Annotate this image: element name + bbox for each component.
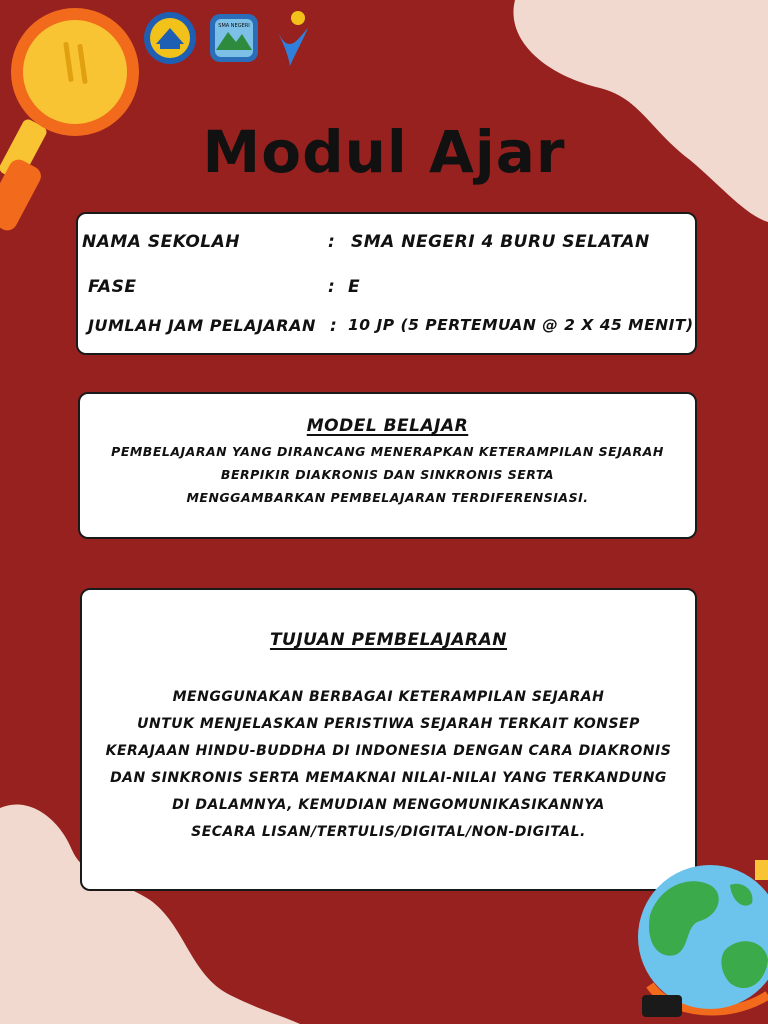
model-line: BERPIKIR DIAKRONIS DAN SINKRONIS SERTA <box>220 467 555 482</box>
tujuan-line: SECARA LISAN/TERTULIS/DIGITAL/NON-DIGITAL. <box>191 824 586 840</box>
info-sep: : <box>328 277 336 297</box>
info-box <box>76 212 697 355</box>
model-line: MENGGAMBARKAN PEMBELAJARAN TERDIFERENSIASI. <box>186 490 589 505</box>
info-value-jam: 10 JP (5 PERTEMUAN @ 2 X 45 MENIT) <box>348 316 694 334</box>
tujuan-line: UNTUK MENJELASKAN PERISTIWA SEJARAH TERKAIT KONSEP <box>137 716 640 732</box>
info-row-school <box>82 232 240 252</box>
globe-icon <box>630 855 768 1024</box>
info-label-fase: FASE <box>88 277 137 297</box>
school-logo-icon <box>206 10 262 66</box>
info-value-school: SMA NEGERI 4 BURU SELATAN <box>351 232 650 252</box>
page-title: Modul Ajar <box>202 118 566 186</box>
info-label: NAMA SEKOLAH <box>82 232 240 252</box>
tujuan-line: DI DALAMNYA, KEMUDIAN MENGOMUNIKASIKANNYA <box>172 797 605 813</box>
model-line: PEMBELAJARAN YANG DIRANCANG MENERAPKAN KETERAMPILAN SEJARAH <box>111 444 664 459</box>
model-belajar-heading: MODEL BELAJAR <box>306 416 469 436</box>
info-sep: : <box>330 316 338 336</box>
merdeka-logo-icon <box>270 8 314 68</box>
tujuan-line: DAN SINKRONIS SERTA MEMAKNAI NILAI-NILAI YANG TERKANDUNG <box>110 770 667 786</box>
info-label-jam: JUMLAH JAM PELAJARAN <box>88 316 316 335</box>
info-value-fase: E <box>348 277 361 297</box>
school-logo-text: SMA NEGERI <box>218 23 250 29</box>
model-belajar-text <box>80 440 695 509</box>
kemdikbud-logo-icon <box>142 10 198 66</box>
logo-bar <box>142 8 314 68</box>
tujuan-line: MENGGUNAKAN BERBAGAI KETERAMPILAN SEJARAH <box>172 689 605 705</box>
tujuan-pembelajaran-box <box>80 588 697 891</box>
info-sep: : <box>328 232 336 252</box>
tujuan-text <box>82 684 695 846</box>
tujuan-line: KERAJAAN HINDU-BUDDHA DI INDONESIA DENGAN CARA DIAKRONIS <box>105 743 672 759</box>
tujuan-heading: TUJUAN PEMBELAJARAN <box>269 630 508 650</box>
model-belajar-box <box>78 392 697 539</box>
